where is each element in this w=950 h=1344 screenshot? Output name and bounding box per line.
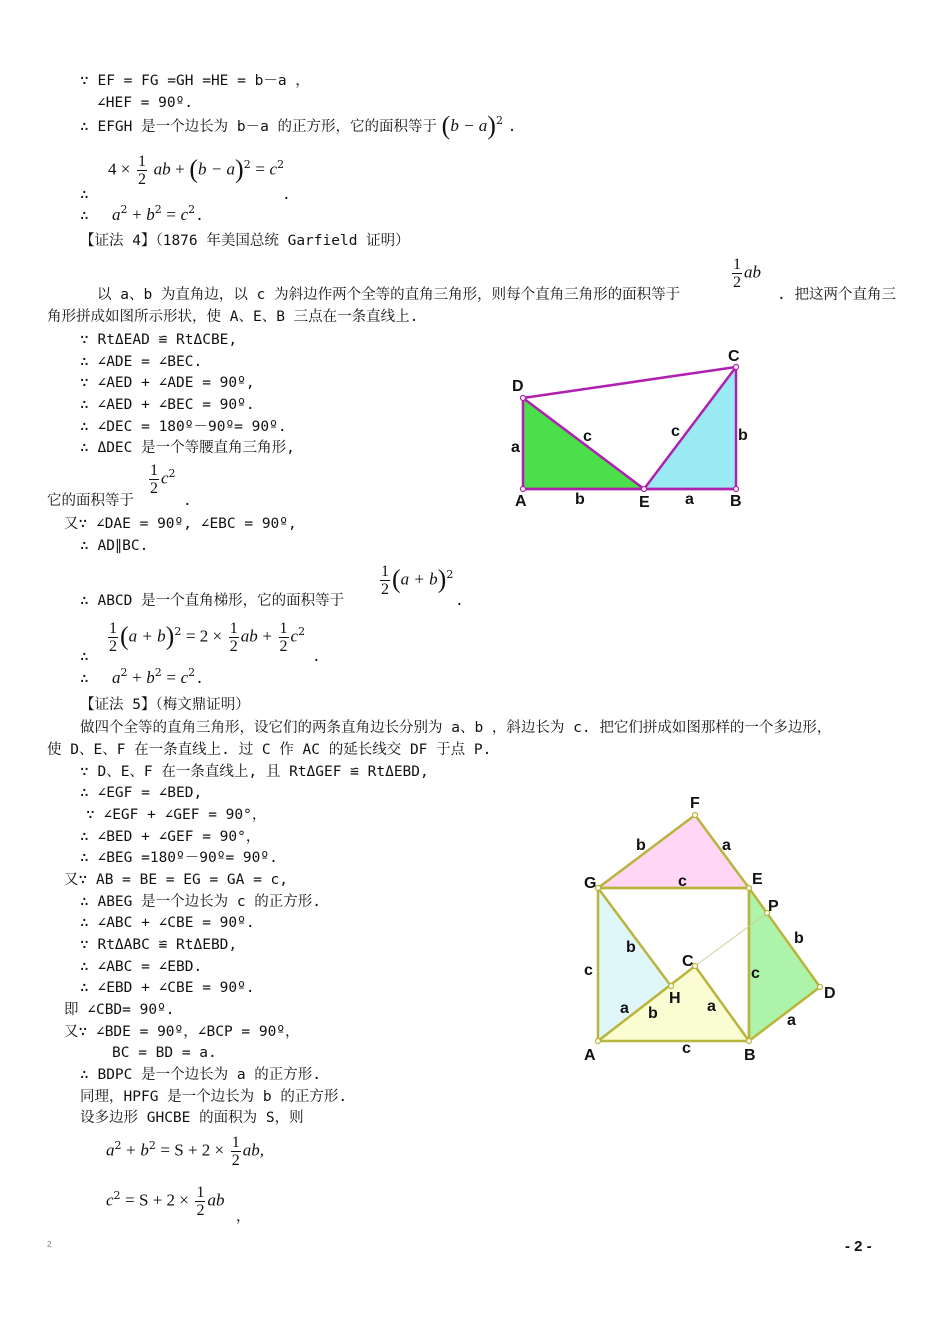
page-number: - 2 - (845, 1238, 872, 1255)
therefore-1: ∴ (80, 187, 89, 203)
para-proof-4-b: . 把这两个直角三 (777, 287, 896, 303)
side-c-ab: c (682, 1040, 691, 1057)
label-e2: E (752, 871, 763, 888)
t-step-12: 即 ∠CBD= 90º. (64, 1002, 175, 1018)
segment-dc (523, 367, 736, 398)
line-ef-fg: ∵ EF = FG =GH =HE = b－a ， (80, 73, 310, 89)
eq-area-1: $a^2 + b^2 = S + 2$ × $\frac{1}{2}$ ab, (106, 1134, 264, 1169)
side-a-fe: a (722, 837, 731, 854)
side-b-right: b (738, 427, 748, 444)
label-p: P (768, 898, 779, 915)
t-step-5: ∴ ∠BEG =180º－90º= 90º. (80, 850, 278, 866)
label-d2: D (824, 985, 836, 1002)
t-step-2: ∴ ∠EGF = ∠BED, (80, 785, 203, 801)
t-step-3: ∵ ∠EGF + ∠GEF = 90°， (86, 807, 267, 823)
side-a-ah: a (620, 1000, 629, 1017)
frac-half-c2: $\frac{1}{2}$ $c^2$ (150, 462, 176, 497)
t-step-4: ∴ ∠BED + ∠GEF = 90°， (80, 829, 261, 845)
step-3: ∵ ∠AED + ∠ADE = 90º, (80, 375, 255, 391)
label-a: A (515, 493, 527, 510)
label-g: G (584, 875, 597, 892)
figure-trapezoid (500, 340, 770, 515)
label-c: C (728, 348, 740, 365)
eq-four-triangles: 4 × $\frac{1}{2}$ ab + $(b - a)^2 = c^2$ (108, 153, 285, 188)
footer-mark: 2 (47, 1240, 52, 1249)
t-step-8: ∴ ∠ABC + ∠CBE = 90º. (80, 915, 255, 931)
step-7-end: . (183, 493, 192, 509)
line-angle-hef: ∠HEF = 90º. (97, 95, 194, 111)
step-10: ∴ ABCD 是一个直角梯形，它的面积等于 (80, 593, 345, 609)
t-step-9: ∵ RtΔABC ≌ RtΔEBD, (80, 937, 238, 953)
t-step-1: ∵ D、E、F 在一条直线上, 且 RtΔGEF ≌ RtΔEBD, (80, 764, 429, 780)
para-proof-5-b: 使 D、E、F 在一条直线上. 过 C 作 AC 的延长线交 DF 于点 P. (47, 742, 492, 758)
step-10-end: . (455, 593, 464, 609)
t-step-14: BC = BD = a. (112, 1045, 217, 1061)
t-step-6: 又∵ AB = BE = EG = GA = c, (64, 872, 289, 888)
side-c-right: c (671, 423, 680, 440)
heading-proof-5: 【证法 5】（梅文鼎证明） (80, 697, 250, 713)
label-a2: A (584, 1047, 596, 1064)
side-b-hc: b (648, 1005, 658, 1022)
t-step-11: ∴ ∠EBD + ∠CBE = 90º. (80, 980, 255, 996)
label-b: B (730, 493, 742, 510)
side-c-ge: c (678, 873, 687, 890)
para-proof-4-c: 角形拼成如图所示形状，使 A、E、B 三点在一条直线上. (47, 309, 419, 325)
step-8: 又∵ ∠DAE = 90º, ∠EBC = 90º, (64, 516, 297, 532)
frac-trapezoid-area: $\frac{1}{2}$ $(a + b)^2$ (381, 563, 454, 598)
para-proof-5-a: 做四个全等的直角三角形，设它们的两条直角边长分别为 a、b ，斜边长为 c. 把它们拼成如图那样的一个多边形， (80, 720, 832, 736)
side-c-ag: c (584, 962, 593, 979)
step-9: ∴ AD∥BC. (80, 538, 149, 554)
side-b-gf: b (636, 837, 646, 854)
step-7: 它的面积等于 (47, 493, 134, 509)
step-6: ∴ ΔDEC 是一个等腰直角三角形, (80, 440, 295, 456)
label-e: E (639, 494, 650, 511)
label-f: F (690, 795, 700, 812)
label-c2: C (682, 953, 694, 970)
therefore-2: ∴ (80, 649, 89, 665)
side-a-left: a (511, 439, 520, 456)
para-proof-4-a: 以 a、b 为直角边，以 c 为斜边作两个全等的直角三角形，则每个直角三角形的面积等于 (97, 287, 681, 303)
step-2: ∴ ∠ADE = ∠BEC. (80, 354, 203, 370)
side-b-pd: b (794, 930, 804, 947)
label-b2: B (744, 1047, 756, 1064)
eq-trapezoid: $\frac{1}{2}$ $(a + b)^2 = 2$ × $\frac{1}{2}$ ab + $\frac{1}{2}$ $c^2$ (109, 620, 306, 655)
side-a-cb: a (707, 998, 716, 1015)
step-1: ∵ RtΔEAD ≌ RtΔCBE, (80, 332, 238, 348)
side-a-bottom: a (685, 491, 694, 508)
eq-area-2: $c^2 = S + 2$ × $\frac{1}{2}$ ab (106, 1184, 225, 1219)
frac-half-ab: $\frac{1}{2}$ ab (733, 256, 761, 291)
figure-mei-wending (575, 785, 845, 1070)
period-2: . (312, 649, 321, 665)
t-step-10: ∴ ∠ABC = ∠EBD. (80, 959, 203, 975)
t-step-16: 同理，HPFG 是一个边长为 b 的正方形. (80, 1089, 348, 1105)
triangle-cbe (644, 367, 736, 489)
t-step-15: ∴ BDPC 是一个边长为 a 的正方形. (80, 1067, 322, 1083)
step-5: ∴ ∠DEC = 180º－90º= 90º. (80, 419, 287, 435)
heading-proof-4: 【证法 4】（1876 年美国总统 Garfield 证明） (80, 233, 410, 249)
label-h: H (669, 990, 681, 1007)
t-step-17: 设多边形 GHCBE 的面积为 S，则 (80, 1110, 304, 1126)
side-a-db: a (787, 1012, 796, 1029)
side-b-gh: b (626, 939, 636, 956)
period-1: . (282, 187, 291, 203)
line-efgh-square: ∴ EFGH 是一个边长为 b－a 的正方形，它的面积等于 $(b - a)^2$ . (80, 111, 517, 140)
eq-pythagoras-1: ∴ $a^2 + b^2 = c^2$. (80, 203, 204, 224)
side-c-left: c (583, 428, 592, 445)
eq-area-2-end: ， (236, 1209, 251, 1225)
t-step-13: 又∵ ∠BDE = 90º，∠BCP = 90º， (64, 1024, 300, 1040)
t-step-7: ∴ ABEG 是一个边长为 c 的正方形. (80, 894, 322, 910)
label-d: D (512, 378, 524, 395)
side-c-be: c (751, 965, 760, 982)
side-b-bottom: b (575, 491, 585, 508)
eq-pythagoras-2: ∴ $a^2 + b^2 = c^2$. (80, 666, 204, 687)
step-4: ∴ ∠AED + ∠BEC = 90º. (80, 397, 255, 413)
